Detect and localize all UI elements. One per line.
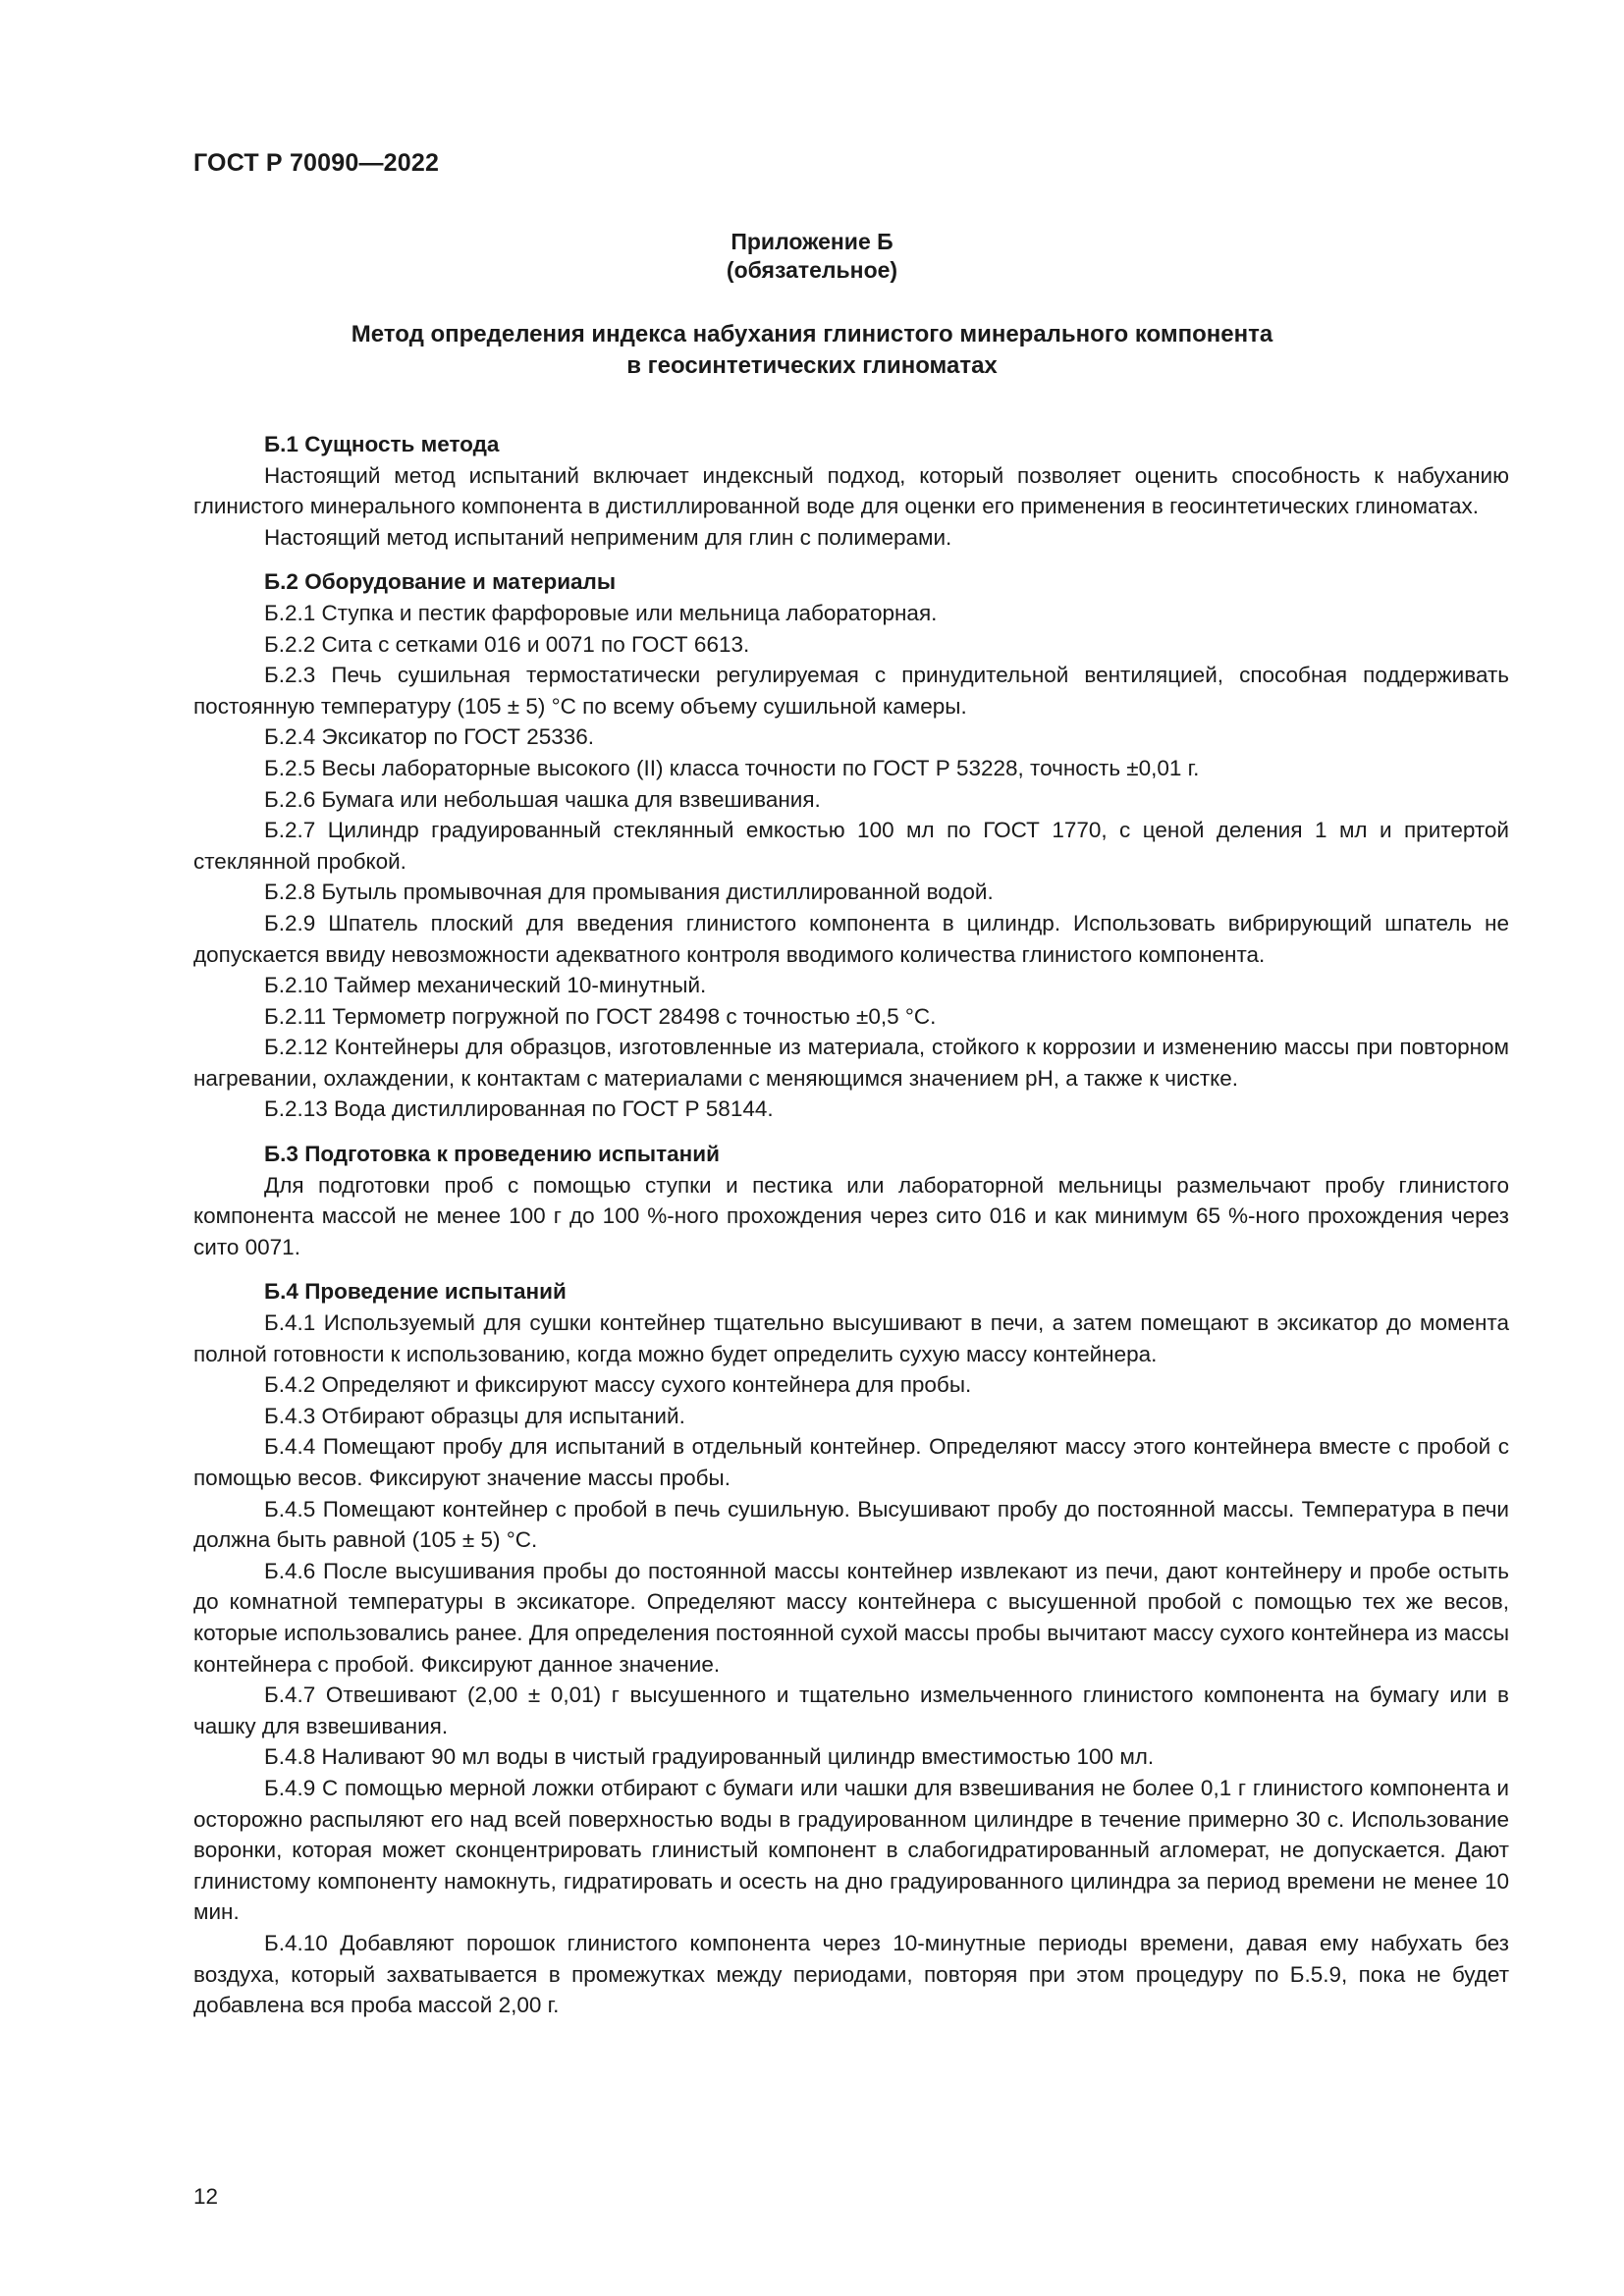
document-code: ГОСТ Р 70090—2022 bbox=[193, 149, 440, 177]
appendix-title: Приложение Б bbox=[731, 229, 893, 254]
paragraph: Настоящий метод испытаний неприменим для глин с полимерами. bbox=[264, 524, 952, 550]
list-item: Б.2.12 Контейнеры для образцов, изготовленные из материала, стойкого к коррозии и изменению массы при повторном нагревании, охлаждении, к контактам с материалами с меняющимся значением pH, а также к чистке. bbox=[193, 1035, 1509, 1091]
list-item: Б.2.6 Бумага или небольшая чашка для взвешивания. bbox=[264, 786, 821, 812]
list-item: Б.2.8 Бутыль промывочная для промывания дистиллированной водой. bbox=[264, 880, 994, 905]
list-item: Б.2.5 Весы лабораторные высокого (II) класса точности по ГОСТ Р 53228, точность ±0,01 г. bbox=[264, 755, 1200, 780]
section-heading: Б.1 Сущность метода bbox=[264, 432, 500, 456]
method-title bbox=[0, 319, 1624, 382]
list-item: Б.4.5 Помещают контейнер с пробой в печь сушильную. Высушивают пробу до постоянной массы. Температура в печи должна быть равной (105 ± 5) °С. bbox=[193, 1496, 1509, 1553]
paragraph: Для подготовки проб с помощью ступки и пестика или лабораторной мельницы размельчают пробу глинистого компонента массой не менее 100 г до 100 %-ного прохождения через сито 016 и как минимум 65 %-ного прохождения через сито 0071. bbox=[193, 1172, 1509, 1259]
list-item: Б.2.9 Шпатель плоский для введения глинистого компонента в цилиндр. Использовать вибрирующий шпатель не допускается ввиду невозможности адекватного контроля вводимого количества глинистого компонента. bbox=[193, 910, 1509, 967]
list-item: Б.4.6 После высушивания пробы до постоянной массы контейнер извлекают из печи, дают контейнеру и пробе остыть до комнатной температуры в эксикаторе. Определяют массу контейнера с высушенной пробой с помощью тех же весов, которые использовались ранее. Для определения постоянной сухой массы пробы вычитают массу сухого контейнера из массы контейнера с пробой. Фиксируют данное значение. bbox=[193, 1558, 1509, 1677]
list-item: Б.2.1 Ступка и пестик фарфоровые или мельница лабораторная. bbox=[264, 600, 938, 625]
list-item: Б.2.2 Сита с сетками 016 и 0071 по ГОСТ 6613. bbox=[264, 631, 750, 657]
list-item: Б.4.4 Помещают пробу для испытаний в отдельный контейнер. Определяют массу этого контейнера вместе с пробой с помощью весов. Фиксируют значение массы пробы. bbox=[193, 1434, 1509, 1490]
list-item: Б.2.13 Вода дистиллированная по ГОСТ Р 58144. bbox=[264, 1096, 774, 1122]
section-heading: Б.2 Оборудование и материалы bbox=[264, 569, 617, 595]
section-b1 bbox=[193, 429, 1509, 553]
section-heading: Б.4 Проведение испытаний bbox=[264, 1279, 567, 1305]
page-number: 12 bbox=[193, 2184, 219, 2209]
list-item: Б.4.9 С помощью мерной ложки отбирают с бумаги или чашки для взвешивания не более 0,1 г глинистого компонента и осторожно распыляют его над всей поверхностью воды в градуированном цилиндре в течение примерно 30 с. Использование воронки, которая может сконцентрировать глинистый компонент в слабогидратированный агломерат, не допускается. Дают глинистому компоненту намокнуть, гидратировать и осесть на дно градуированного цилиндра за период времени не менее 10 мин. bbox=[193, 1775, 1509, 1925]
list-item: Б.4.2 Определяют и фиксируют массу сухого контейнера для пробы. bbox=[264, 1372, 972, 1398]
list-item: Б.4.3 Отбирают образцы для испытаний. bbox=[264, 1403, 685, 1428]
section-heading: Б.3 Подготовка к проведению испытаний bbox=[264, 1142, 720, 1167]
list-item: Б.2.11 Термометр погружной по ГОСТ 28498 с точностью ±0,5 °С. bbox=[264, 1003, 937, 1029]
list-item: Б.4.7 Отвешивают (2,00 ± 0,01) г высушенного и тщательно измельченного глинистого компонента на бумагу или в чашку для взвешивания. bbox=[193, 1682, 1509, 1738]
paragraph: Настоящий метод испытаний включает индексный подход, который позволяет оценить способность к набуханию глинистого минерального компонента в дистиллированной воде для оценки его применения в геосинтетических глиноматах. bbox=[193, 462, 1509, 519]
section-b4 bbox=[193, 1276, 1509, 2020]
list-item: Б.2.4 Эксикатор по ГОСТ 25336. bbox=[264, 724, 595, 750]
list-item: Б.2.3 Печь сушильная термостатически регулируемая с принудительной вентиляцией, способная поддерживать постоянную температуру (105 ± 5) °С по всему объему сушильной камеры. bbox=[193, 663, 1509, 719]
list-item: Б.2.10 Таймер механический 10-минутный. bbox=[264, 973, 707, 998]
list-item: Б.4.8 Наливают 90 мл воды в чистый градуированный цилиндр вместимостью 100 мл. bbox=[264, 1744, 1155, 1770]
method-title-line-1: Метод определения индекса набухания глинистого минерального компонента bbox=[351, 321, 1273, 347]
list-item: Б.4.10 Добавляют порошок глинистого компонента через 10-минутные периоды времени, давая ему набухать без воздуха, который захватывается в промежутках между периодами, повторяя при этом процедуру по Б.5.9, пока не будет добавлена вся проба массой 2,00 г. bbox=[193, 1930, 1509, 2018]
document-body bbox=[193, 429, 1509, 2021]
list-item: Б.4.1 Используемый для сушки контейнер тщательно высушивают в печи, а затем помещают в эксикатор до момента полной готовности к использованию, когда можно будет определить сухую массу контейнера. bbox=[193, 1310, 1509, 1366]
list-item: Б.2.7 Цилиндр градуированный стеклянный емкостью 100 мл по ГОСТ 1770, с ценой деления 1 мл и притертой стеклянной пробкой. bbox=[193, 818, 1509, 874]
method-title-line-2: в геосинтетических глиноматах bbox=[626, 352, 998, 379]
appendix-heading bbox=[0, 228, 1624, 285]
section-b2 bbox=[193, 566, 1509, 1125]
appendix-status: (обязательное) bbox=[726, 257, 898, 283]
section-b3 bbox=[193, 1139, 1509, 1262]
